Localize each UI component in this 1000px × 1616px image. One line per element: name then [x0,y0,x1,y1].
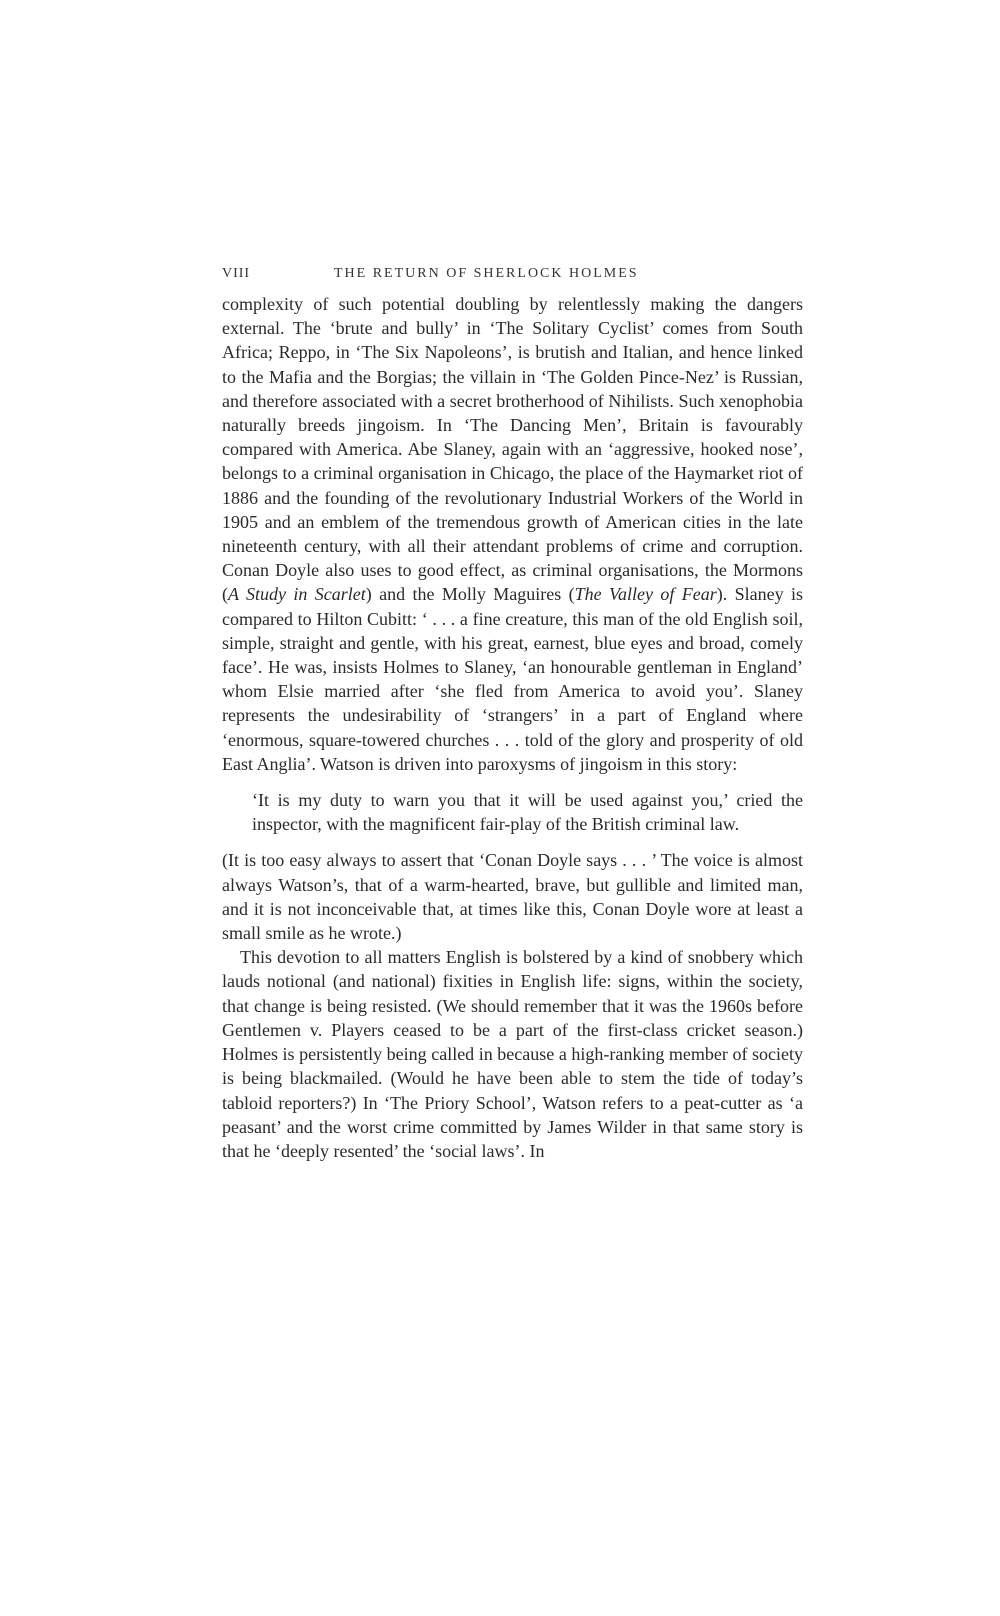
paragraph-1-text-b: ) and the Molly Maguires ( [365,584,575,605]
paragraph-1-text-c: ). Slaney is compared to Hilton Cubitt: ‘ . . . a fine creature, this man of the old English soil, simple, straight and gentle, with his great, earnest, blue eyes and broad, comely face’. He was, insists Holmes to Slaney, ‘an honourable gentleman in England’ whom Elsie married after ‘she fled from America to avoid you’. Slaney represents the undesirability of ‘strangers’ in a part of England where ‘enormous, square-towered churches . . . told of the glory and prosperity of old East Anglia’. Watson is driven into paroxysms of jingoism in this story: [222,584,803,774]
book-title-a-study-in-scarlet: A Study in Scarlet [228,584,366,605]
book-title-the-valley-of-fear: The Valley of Fear [574,584,717,605]
paragraph-3: This devotion to all matters English is bolstered by a kind of snobbery which lauds notional (and national) fixities in English life: signs, within the society, that change is being resisted. (We should remember that it was the 1960s before Gentlemen v. Players ceased to be a part of the first-class cricket season.) Holmes is persistently being called in because a high-ranking member of society is being blackmailed. (Would he have been able to stem the tide of today’s tabloid reporters?) In ‘The Priory School’, Watson refers to a peat-cutter as ‘a peasant’ and the worst crime committed by James Wilder in that same story is that he ‘deeply resented’ the ‘social laws’. In [222,947,803,1161]
running-header [222,266,803,286]
page-number: VIII [222,266,251,281]
running-title: THE RETURN OF SHERLOCK HOLMES [334,266,639,281]
paragraph-1 [222,292,803,776]
paragraph-2: (It is too easy always to assert that ‘Conan Doyle says . . . ’ The voice is almost always Watson’s, that of a warm-hearted, brave, but gullible and limited man, and it is not inconceivable that, at times like this, Conan Doyle wore at least a small smile as he wrote.) [222,850,803,944]
paragraph-1-text-a: complexity of such potential doubling by relentlessly making the dangers external. The ‘brute and bully’ in ‘The Solitary Cyclist’ comes from South Africa; Reppo, in ‘The Six Napoleons’, is brutish and Italian, and hence linked to the Mafia and the Borgias; the villain in ‘The Golden Pince-Nez’ is Russian, and therefore associated with a secret brotherhood of Nihilists. Such xenophobia naturally breeds jingoism. In ‘The Dancing Men’, Britain is favourably compared with America. Abe Slaney, again with an ‘aggressive, hooked nose’, belongs to a criminal organisation in Chicago, the place of the Haymarket riot of 1886 and the founding of the revolutionary Industrial Workers of the World in 1905 and an emblem of the tremendous growth of American cities in the late nineteenth century, with all their attendant problems of crime and corruption. Conan Doyle also uses to good effect, as criminal organisations, the Mormons ( [222,294,803,605]
block-quote: ‘It is my duty to warn you that it will be used against you,’ cried the inspector, with the magnificent fair-play of the British criminal law. [252,790,803,835]
body-text [222,292,803,1163]
